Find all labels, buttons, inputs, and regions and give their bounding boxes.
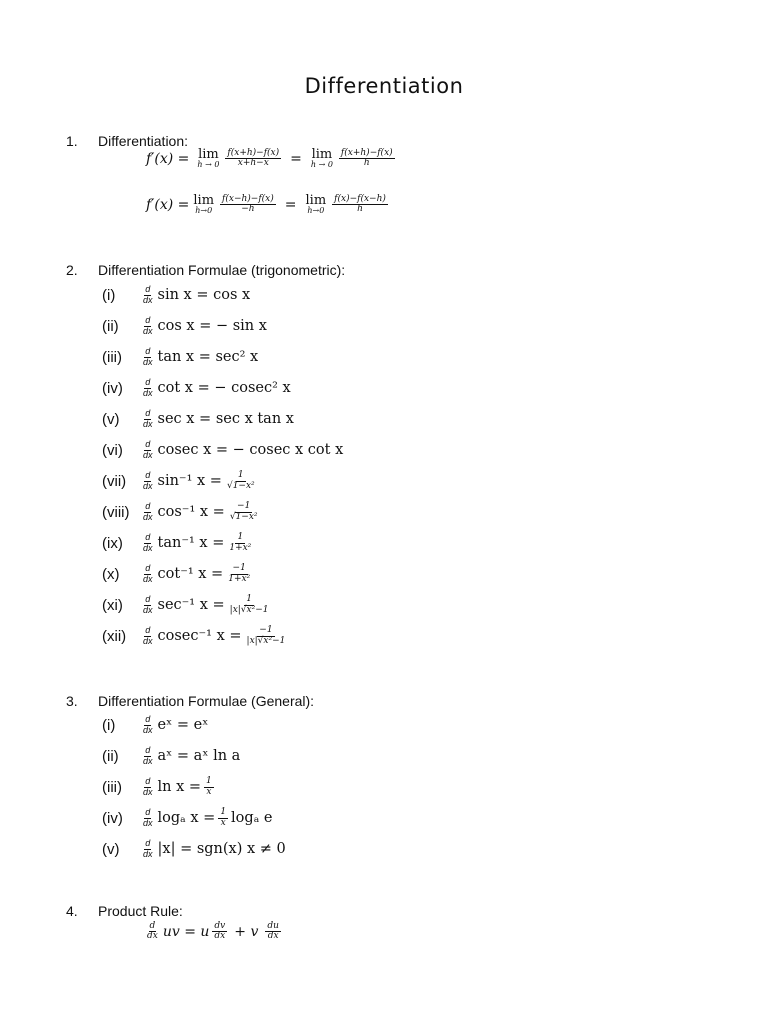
formula-row <box>102 467 260 495</box>
formula-expression: sin⁻¹ x = $\frac{1}{\text{√1−x²}}$ <box>157 470 255 491</box>
formula-row <box>102 622 290 650</box>
formula-numeral: (v) <box>102 410 120 428</box>
formula-expression: cot x = − cosec² x <box>157 380 291 396</box>
formula-numeral: (ii) <box>102 317 119 335</box>
formula-row <box>102 281 250 309</box>
formula-numeral: (xi) <box>102 596 123 614</box>
formula-numeral: (v) <box>102 840 120 858</box>
formula-row <box>102 343 258 371</box>
derivative-operator: d dx <box>143 563 153 584</box>
derivative-operator: d dx <box>143 838 153 859</box>
formula-row <box>102 405 294 433</box>
derivative-operator: d dx <box>143 776 153 797</box>
formula-row <box>102 374 291 402</box>
derivative-operator: d dx <box>143 532 153 553</box>
formula-expression: cos⁻¹ x = $\frac{-1}{\text{√1−x²}}$ <box>157 501 258 522</box>
derivative-operator: d dx <box>143 745 153 766</box>
formula-row <box>102 560 255 588</box>
formula-expression: cos x = − sin x <box>157 318 267 334</box>
formula-numeral: (iii) <box>102 778 122 796</box>
formula-expression: |x| = sgn(x) x ≠ 0 <box>157 841 286 857</box>
formula-expression: tan x = sec² x <box>157 349 259 365</box>
derivative-operator: d dx <box>143 315 153 336</box>
formula-numeral: (vii) <box>102 472 127 490</box>
formula-row <box>102 529 256 557</box>
formula-expression: sec x = sec x tan x <box>157 411 294 427</box>
formula-expression: logₐ x = $\frac{1}{x}$ logₐ e <box>157 807 273 828</box>
formula-numeral: (i) <box>102 286 116 304</box>
formula-expression: ln x = $\frac{1}{x}$ <box>157 776 212 797</box>
derivative-operator: d dx <box>143 346 153 367</box>
formula-row <box>102 312 267 340</box>
page-title: Differentiation <box>304 74 464 98</box>
formula-expression: cosec⁻¹ x = $\frac{-1}{\text{|x|√x²−1}}$ <box>157 625 286 646</box>
formula-expression: aˣ = aˣ ln a <box>157 748 241 764</box>
formula-numeral: (viii) <box>102 503 130 521</box>
formula-numeral: (iii) <box>102 348 122 366</box>
derivative-operator: d dx <box>143 594 153 615</box>
formula-row <box>102 498 263 526</box>
section-heading-1: 1. Differentiation: <box>66 133 189 149</box>
formula-numeral: (ix) <box>102 534 123 552</box>
formula-numeral: (ii) <box>102 747 119 765</box>
formula-expression: sin x = cos x <box>157 287 251 303</box>
derivative-operator: d dx <box>143 439 153 460</box>
section-heading-2: 2. Differentiation Formulae (trigonometric): <box>66 262 346 278</box>
derivative-operator: d dx <box>143 470 153 491</box>
section-heading-3: 3. Differentiation Formulae (General): <box>66 693 315 709</box>
formula-row <box>102 711 208 739</box>
section-heading-4: 4. Product Rule: <box>66 903 183 919</box>
derivative-operator: d dx <box>143 714 153 735</box>
derivative-operator: d dx <box>143 377 153 398</box>
formula-row <box>102 436 343 464</box>
formula-row <box>102 591 274 619</box>
formula-numeral: (vi) <box>102 441 123 459</box>
derivative-operator: d dx <box>143 501 153 522</box>
formula-numeral: (xii) <box>102 627 127 645</box>
formula-row <box>102 804 272 832</box>
formula-expression: eˣ = eˣ <box>157 717 209 733</box>
product-rule-formula: d dx uv = u $\frac{dv}{dx}$ + v $\frac{du}{dx}$ <box>147 921 279 942</box>
formula-row <box>102 742 240 770</box>
formula-numeral: (i) <box>102 716 116 734</box>
limit-definition-1: f′(x) = lim h → 0 $\frac{f(x+h)-f(x)}{x+h-x}$ = lim h → 0 $\frac{f(x+h)-f(x)}{h}$ <box>146 147 393 169</box>
formula-numeral: (iv) <box>102 809 123 827</box>
formula-expression: sec⁻¹ x = $\frac{1}{\text{|x|√x²−1}}$ <box>157 594 269 615</box>
formula-row <box>102 835 286 863</box>
derivative-operator: d dx <box>143 284 153 305</box>
limit-definition-2: f′(x) = lim h→0 $\frac{f(x-h)-f(x)}{-h}$ = lim h→0 $\frac{f(x)-f(x-h)}{h}$ <box>146 193 386 215</box>
formula-row <box>102 773 217 801</box>
derivative-operator: d dx <box>143 408 153 429</box>
formula-numeral: (iv) <box>102 379 123 397</box>
formula-numeral: (x) <box>102 565 120 583</box>
formula-expression: tan⁻¹ x = $\frac{1}{\text{1+x²}}$ <box>157 532 252 553</box>
formula-expression: cosec x = − cosec x cot x <box>157 442 344 458</box>
derivative-operator: d dx <box>143 625 153 646</box>
formula-expression: cot⁻¹ x = $\frac{-1}{\text{1+x²}}$ <box>157 563 251 584</box>
derivative-operator: d dx <box>143 807 153 828</box>
